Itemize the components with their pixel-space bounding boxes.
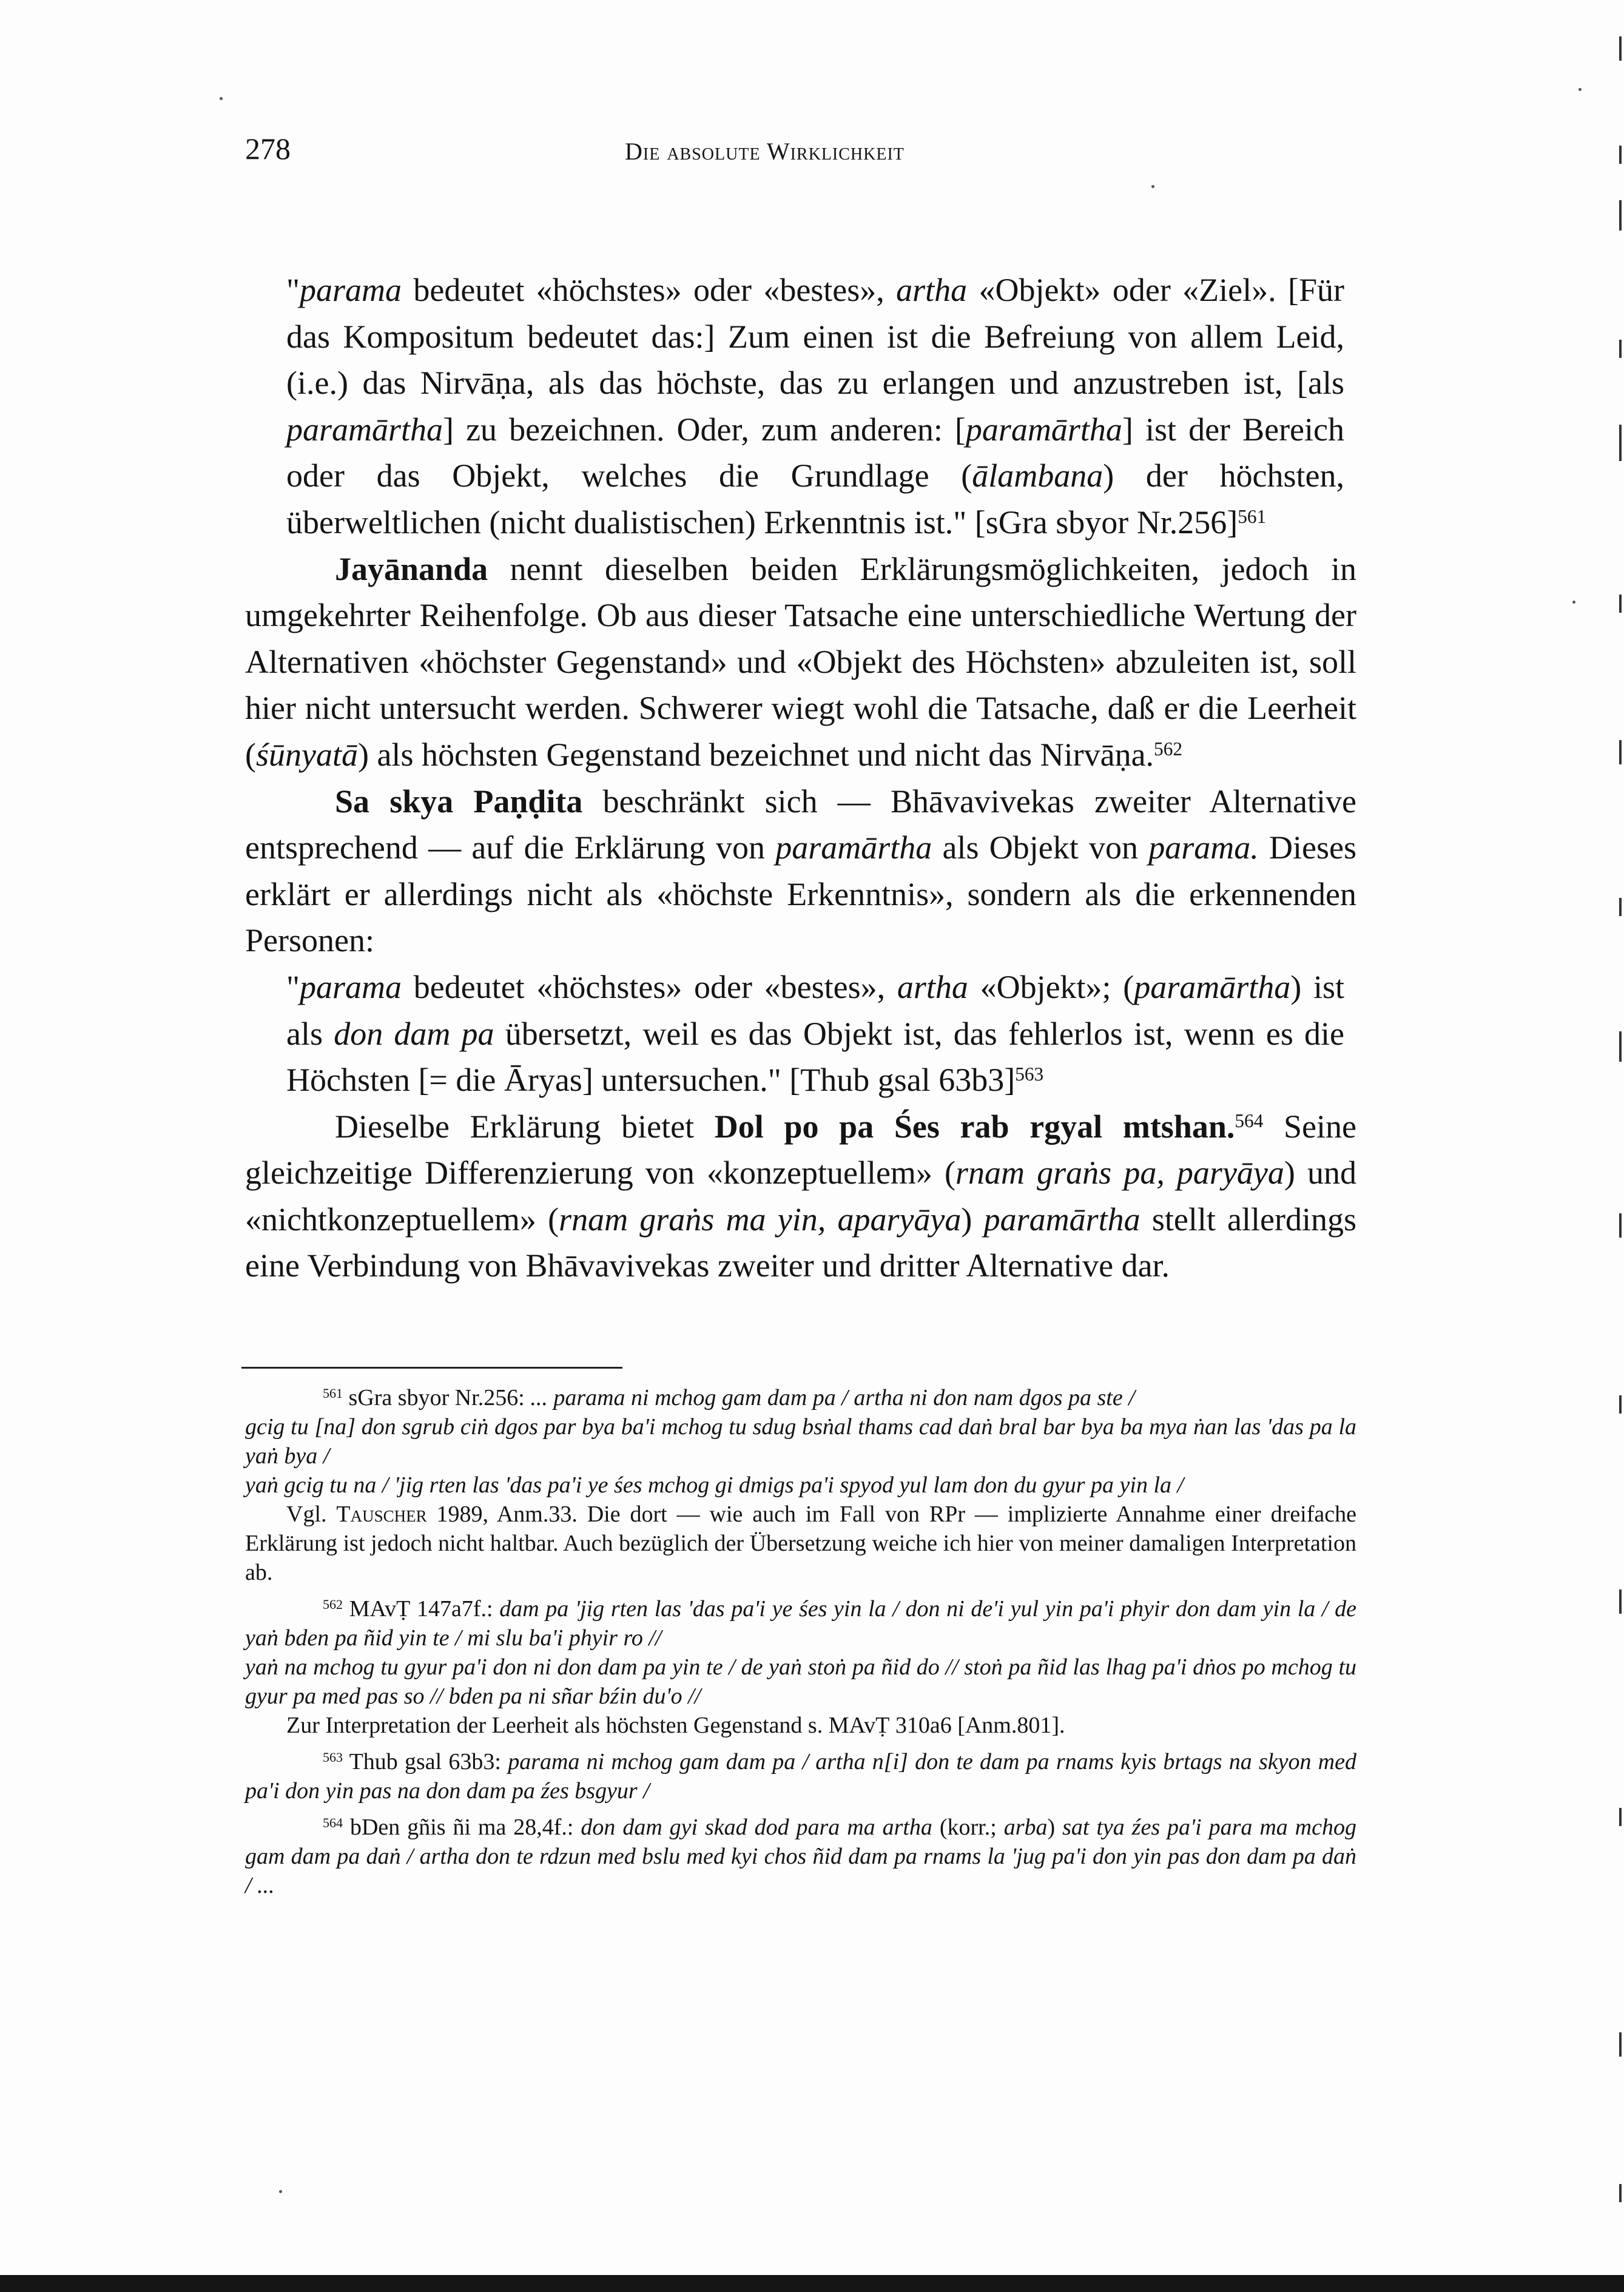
scan-edge-mark [1619, 36, 1622, 61]
footnote-rule [241, 1367, 622, 1369]
running-head-w: W [766, 138, 790, 165]
scan-edge-mark [1619, 1395, 1622, 1414]
footnote-ref-564: 564 [1235, 1110, 1264, 1131]
scan-edge-mark [1619, 200, 1622, 231]
scan-speck [220, 97, 223, 100]
scan-speck [279, 2190, 282, 2193]
scan-bottom-edge [0, 2275, 1624, 2292]
paragraph-sa-skya-pandita: Sa skya Paṇḍita beschränkt sich — Bhāvavivekas zweiter Alternative entsprechend — auf die Erklärung von paramārtha als Objekt von parama. Dieses erklärt er allerdings nicht als «höchste Erkenntnis», sondern als die erkennenden Personen: [245, 783, 1357, 959]
scan-edge-mark [1619, 2184, 1622, 2202]
footnote-561: $^{561}$ sGra sbyor Nr.256: ... parama ni mchog gam dam pa / artha ni don nam dgos pa ste / gcig tu [na] don sgrub ciṅ dgos par bya ba'i mchog tu sdug bsṅal thams cad daṅ bral bar bya ba mya ṅan las 'das pa la yaṅ bya / yaṅ gcig tu na / 'jig rten las 'das pa'i ye śes mchog gi dmigs pa'i spyod yul lam don du gyur pa yin la / Vgl. Tauscher 1989, Anm.33. Die dort — wie auch im Fall von RPr — implizierte Annahme einer dreifache Erklärung ist jedoch nicht haltbar. Auch bezüglich der Übersetzung weiche ich hier von meiner damaligen Interpretation ab. [245, 1385, 1356, 1585]
scan-edge-mark [1619, 2032, 1622, 2057]
footnotes [245, 1383, 1356, 1907]
body-text [245, 267, 1356, 1289]
running-head [625, 140, 905, 164]
scan-speck [1579, 88, 1582, 91]
scan-edge-mark [1619, 1589, 1622, 1614]
scan-edge-mark [1619, 898, 1622, 916]
paragraph-jayananda: Jayānanda nennt dieselben beiden Erklärungsmöglichkeiten, jedoch in umgekehrter Reihenfolge. Ob aus dieser Tatsache eine unterschiedliche Wertung der Alternativen «höchster Gegenstand» und «Objekt des Höchsten» abzuleiten ist, soll hier nicht untersucht werden. Schwerer wiegt wohl die Tatsache, daß er die Leerheit (śūnyatā) als höchsten Gegenstand bezeichnet und nicht das Nirvāṇa.$^{562}$ [245, 550, 1356, 773]
scan-edge-mark [1619, 340, 1622, 358]
scan-edge-mark [1619, 1213, 1622, 1238]
scan-speck [1572, 601, 1575, 604]
scan-edge-mark [1619, 595, 1622, 613]
footnote-562: $^{562}$ MAvṬ 147a7f.: dam pa 'jig rten las 'das pa'i ye śes yin la / don ni de'i yul yin pa'i phyir don dam yin la / de yaṅ bden pa ñid yin te / mi slu ba'i phyir ro // yaṅ na mchog tu gyur pa'i don ni don dam pa yin te / de yaṅ stoṅ pa ñid do // stoṅ pa ñid las lhag pa'i dṅos po mchog tu gyur pa med pas so // bden pa ni sñar bźin du'o // Zur Interpretation der Leerheit als höchsten Gegenstand s. MAvṬ 310a6 [Anm.801]. [245, 1596, 1357, 1738]
running-head-ie: ie [642, 138, 661, 165]
scan-edge-mark [1619, 1808, 1622, 1826]
scan-edge-mark [1619, 146, 1622, 164]
running-head-d: D [625, 138, 643, 165]
scan-edge-mark [1619, 425, 1622, 461]
paragraph-dol-po-pa: Dieselbe Erklärung bietet Dol po pa Śes rab rgyal mtshan.$^{564}$ Seine gleichzeitige Differenzierung von «konzeptuellem» (rnam graṅs pa, paryāya) und «nichtkonzeptuellem» (rnam graṅs ma yin, aparyāya) paramārtha stellt allerdings eine Verbindung von Bhāvavivekas zweiter und dritter Alternative dar. [245, 1108, 1356, 1284]
footnote-563: $^{563}$ Thub gsal 63b3: parama ni mchog gam dam pa / artha n[i] don te dam pa rnams kyis brtags na skyon med pa'i don yin pas na don dam pa źes bsgyur / [245, 1749, 1356, 1804]
running-head-absolute: absolute [667, 138, 761, 165]
scan-speck [1151, 185, 1154, 188]
page-number: 278 [245, 132, 291, 166]
running-head-irklichkeit: irklichkeit [790, 138, 905, 165]
footnote-ref-561: 561 [1238, 505, 1267, 527]
scan-edge-mark [1619, 740, 1622, 764]
footnote-ref-563: 563 [1015, 1063, 1044, 1085]
footnote-ref-562: 562 [1154, 738, 1183, 760]
scan-edge-mark [1619, 1031, 1622, 1062]
footnote-564: $^{564}$ bDen gñis ñi ma 28,4f.: don dam gyi skad dod para ma artha (korr.; arba) sat tya źes pa'i para ma mchog gam dam pa daṅ / artha don te rdzun med bslu med kyi chos ñid dam pa rnams la 'jug pa'i don yin pas don dam pa daṅ / ... [245, 1815, 1356, 1898]
quote-sgra-sbyor: "parama bedeutet «höchstes» oder «bestes», artha «Objekt» oder «Ziel». [Für das Kompositum bedeutet das:] Zum einen ist die Befreiung von allem Leid, (i.e.) das Nirvāṇa, als das höchste, das zu erlangen und anzustreben ist, [als paramārtha] zu bezeichnen. Oder, zum anderen: [paramārtha] ist der Bereich oder das Objekt, welches die Grundlage (ālambana) der höchsten, überweltlichen (nicht dualistischen) Erkenntnis ist." [sGra sbyor Nr.256]$^{561}$ [286, 272, 1345, 541]
quote-thub-gsal: "parama bedeutet «höchstes» oder «bestes», artha «Objekt»; (paramārtha) ist als don dam pa übersetzt, weil es das Objekt ist, das fehlerlos ist, wenn es die Höchsten [= die Āryas] untersuchen." [Thub gsal 63b3]$^{563}$ [286, 968, 1344, 1099]
